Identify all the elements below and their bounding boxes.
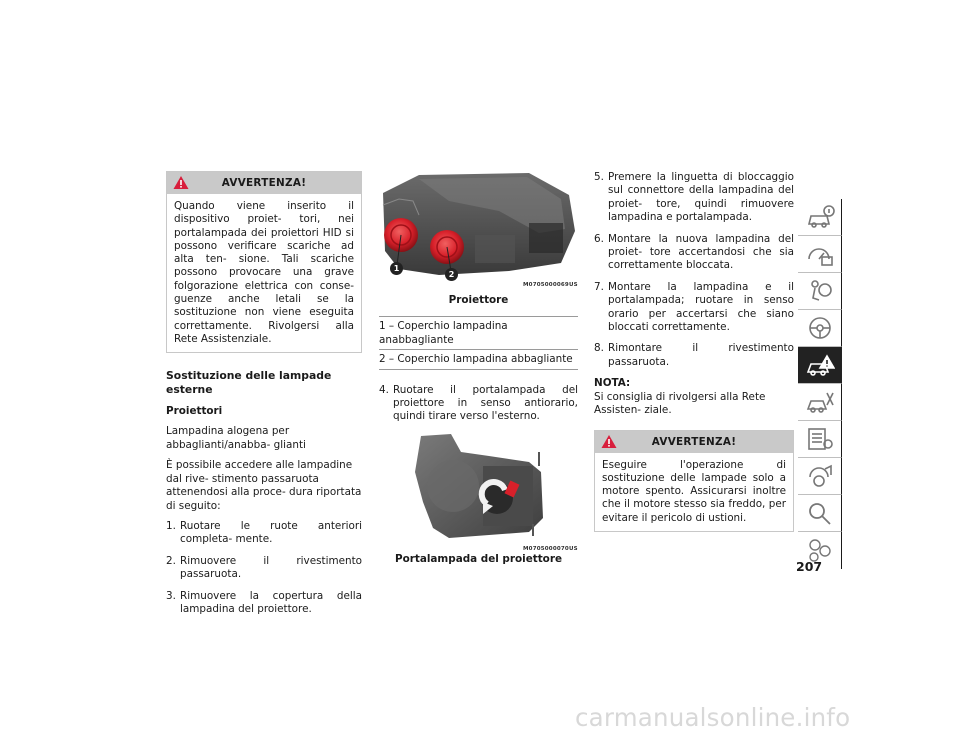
step-text: Premere la linguetta di bloccaggio sul connettore della lampadina del proiet- tore, quindi rimuovere lampadina e portalampada. (608, 171, 794, 224)
tab-service[interactable] (798, 384, 842, 421)
callout-1: 1 (390, 262, 403, 275)
legend-row: 2 – Coperchio lampadina abbagliante (379, 349, 578, 369)
step-text: Rimuovere la copertura della lampadina del proiettore. (180, 589, 362, 615)
subsection-title: Proiettori (166, 405, 223, 418)
step-item (594, 281, 794, 335)
paragraph-access: È possibile accedere alle lampadine dal rive- stimento passaruota attenendosi alla proce- dura riportata di seguito: (166, 459, 362, 512)
step-item (594, 342, 794, 369)
paragraph-bulb-type: Lampadina alogena per abbaglianti/anabba- glianti (166, 425, 306, 451)
service-tools-icon (805, 389, 835, 415)
warning-text: Quando viene inserito il dispositivo proiet- tori, nei portalampada dei proiettori HID si possono verificare scariche ad alta ten- sione. Tali scariche possono provocare una grave folgorazione elettrica con conse- guenze anche letali se la sostituzione non viene eseguita correttamente. Rivolgersi alla Rete Assistenziale. (174, 200, 354, 345)
steering-wheel-icon (805, 315, 835, 341)
step-item (594, 171, 794, 225)
step-number: 4. (379, 383, 389, 396)
step-text: Rimuovere il rivestimento passaruota. (180, 554, 362, 581)
warning-title: AVVERTENZA! (221, 177, 307, 189)
warning-title: AVVERTENZA! (651, 435, 737, 448)
figure-code: M0705000070US (523, 545, 578, 552)
warning-triangle-icon (601, 434, 617, 449)
note-text: Si consiglia di rivolgersi alla Rete Assisten- ziale. (594, 390, 766, 417)
tab-index[interactable] (798, 495, 842, 532)
step-text: Montare la nuova lampadina del proiet- tore accertandosi che sia correttamente bloccata. (608, 232, 794, 272)
step-number: 1. (166, 519, 176, 532)
tab-car-info[interactable] (798, 199, 842, 236)
warning-header (595, 431, 793, 453)
tab-steering-wheel[interactable] (798, 310, 842, 347)
step-number: 5. (594, 171, 604, 183)
legend-row: 1 – Coperchio lampadina anabbagliante (379, 316, 578, 349)
tab-multimedia[interactable] (798, 458, 842, 495)
warning-text: Eseguire l'operazione di sostituzione delle lampade solo a motore spento. Assicurarsi inoltre che il motore stesso sia freddo, per evitare il pericolo di ustioni. (602, 458, 786, 524)
step-text: Ruotare le ruote anteriori completa- mente. (180, 519, 362, 546)
step-text: Rimontare il rivestimento passaruota. (608, 342, 794, 368)
left-column (166, 171, 362, 624)
step-number: 6. (594, 232, 604, 245)
car-info-icon (805, 204, 835, 230)
step-number: 7. (594, 280, 604, 293)
right-column (594, 171, 794, 532)
chapter-tabs (798, 199, 842, 569)
specs-list-icon (805, 426, 835, 452)
bulb-holder-figure (379, 432, 578, 550)
tab-specs[interactable] (798, 421, 842, 458)
note-label: NOTA: (594, 377, 631, 390)
section-title: Sostituzione delle lampade esterne (166, 369, 332, 396)
step-text: Montare la lampadina e il portalampada; ruotare in senso orario per accertarsi che siano bloccati correttamente. (608, 280, 794, 334)
multimedia-icon (805, 463, 835, 489)
step-item (166, 555, 362, 582)
warning-box-left (166, 171, 362, 353)
page-number: 207 (796, 559, 823, 574)
emergency-car-icon (805, 352, 835, 378)
watermark: carmanualsonline.info (575, 703, 851, 732)
tab-emergency[interactable] (798, 347, 842, 384)
step-number: 8. (594, 342, 604, 355)
headlamp-illustration (379, 171, 578, 283)
step-text: Ruotare il portalampada del proiettore in senso antiorario, quindi tirare verso l'esterno. (393, 383, 578, 423)
figure-caption: Proiettore (448, 294, 509, 306)
middle-column (379, 171, 578, 566)
dashboard-lights-icon (805, 241, 835, 267)
tab-dashboard-lights[interactable] (798, 236, 842, 273)
step-item (594, 233, 794, 273)
bulb-holder-illustration (379, 432, 578, 544)
warning-box-right (594, 430, 794, 532)
step-item (379, 384, 578, 424)
callout-2: 2 (445, 268, 458, 281)
step-number: 3. (166, 589, 176, 602)
warning-header (167, 172, 361, 194)
figure-caption: Portalampada del proiettore (395, 552, 562, 565)
step-item (166, 590, 362, 617)
search-index-icon (805, 500, 835, 526)
tab-airbag-safety[interactable] (798, 273, 842, 310)
warning-triangle-icon (173, 175, 189, 190)
headlamp-figure (379, 171, 578, 291)
figure-code: M0705000069US (523, 282, 578, 288)
step-number: 2. (166, 554, 176, 567)
step-item (166, 520, 362, 547)
airbag-safety-icon (805, 278, 835, 304)
